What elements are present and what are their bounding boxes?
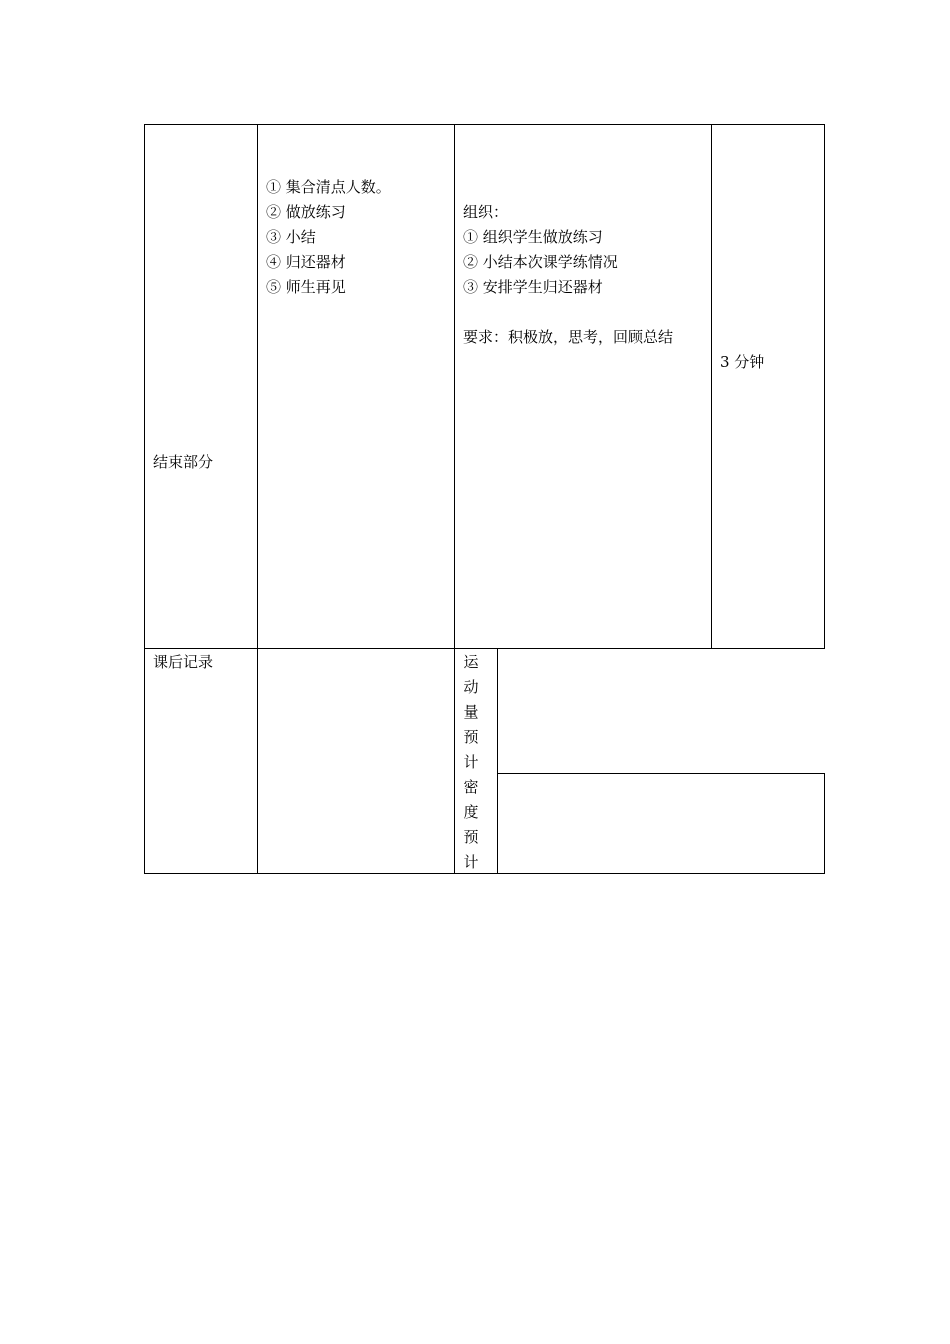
method-line: 组织： [463, 203, 509, 221]
after-class-record-label: 课后记录 [153, 653, 214, 671]
table-border-col2 [454, 124, 455, 874]
content-item: ⑤ 师生再见 [266, 278, 346, 296]
content-item: ③ 小结 [266, 228, 316, 246]
content-item: ② 做放练习 [266, 203, 346, 221]
density-value-cell[interactable] [498, 774, 824, 873]
table-border-right-top [824, 124, 825, 648]
after-class-record-cell[interactable] [258, 649, 454, 873]
content-item: ① 集合清点人数。 [266, 178, 391, 196]
requirement-text: 要求：积极放，思考，回顾总结 [463, 328, 674, 346]
label-char: 计 [463, 753, 479, 771]
label-char: 预 [463, 728, 479, 746]
exercise-load-estimate-label [461, 650, 481, 775]
label-char: 量 [463, 703, 479, 721]
method-line: ② 小结本次课学练情况 [463, 253, 618, 271]
table-border-right-bottom [824, 773, 825, 874]
label-char: 密 [463, 778, 479, 796]
time-allocation: 3 分钟 [720, 353, 765, 371]
density-estimate-label [461, 775, 481, 875]
exercise-load-value-cell[interactable] [498, 649, 824, 773]
label-char: 运 [463, 653, 479, 671]
label-char: 动 [463, 678, 479, 696]
table-border-left [144, 124, 145, 874]
label-char: 计 [463, 853, 479, 871]
method-line: ① 组织学生做放练习 [463, 228, 603, 246]
table-border-col3 [711, 124, 712, 648]
label-char: 度 [463, 803, 479, 821]
content-item: ④ 归还器材 [266, 253, 346, 271]
method-line: ③ 安排学生归还器材 [463, 278, 603, 296]
table-border-bottom [144, 873, 825, 874]
table-border-top [144, 124, 825, 125]
label-char: 预 [463, 828, 479, 846]
closing-section-label: 结束部分 [153, 453, 214, 471]
